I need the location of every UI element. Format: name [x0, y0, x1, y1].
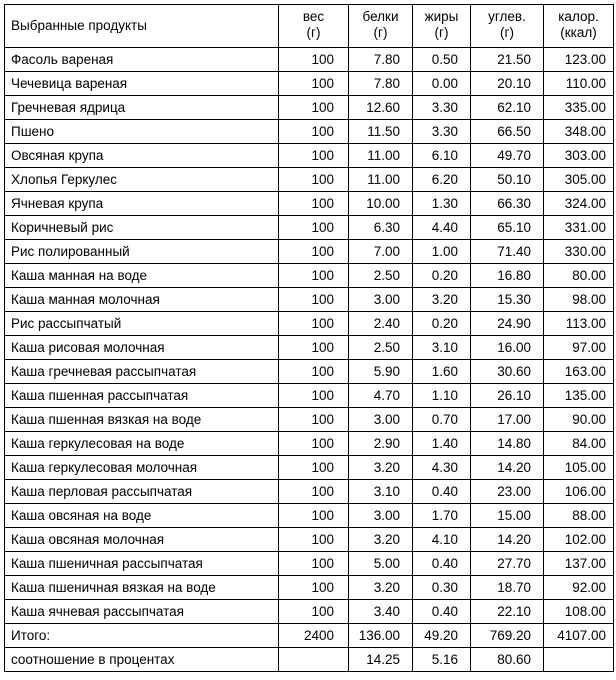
carbs-cell: 21.50	[471, 48, 544, 72]
carbs-cell: 23.00	[471, 480, 544, 504]
kcal-cell: 92.00	[544, 576, 614, 600]
table-row	[5, 600, 614, 624]
fat-cell: 0.70	[413, 408, 471, 432]
protein-cell: 4.70	[349, 384, 413, 408]
kcal-cell: 163.00	[544, 360, 614, 384]
carbs-cell: 71.40	[471, 240, 544, 264]
kcal-cell: 123.00	[544, 48, 614, 72]
carbs-cell: 50.10	[471, 168, 544, 192]
protein-cell: 3.20	[349, 576, 413, 600]
col-header-protein-unit: (г)	[373, 25, 388, 40]
col-header-weight-unit: (г)	[306, 25, 321, 40]
col-header-carbs-unit: (г)	[500, 25, 514, 40]
table-row	[5, 192, 614, 216]
weight-cell: 100	[279, 240, 349, 264]
col-header-name: Выбранные продукты	[5, 5, 279, 48]
fat-cell: 6.10	[413, 144, 471, 168]
carbs-cell: 17.00	[471, 408, 544, 432]
col-header-kcal	[544, 5, 614, 48]
kcal-cell: 84.00	[544, 432, 614, 456]
col-header-fat-label: жиры	[424, 9, 459, 24]
fat-cell: 0.40	[413, 600, 471, 624]
carbs-cell: 769.20	[471, 624, 544, 648]
protein-cell: 5.90	[349, 360, 413, 384]
product-name-cell: Рис рассыпчатый	[5, 312, 279, 336]
kcal-cell: 303.00	[544, 144, 614, 168]
weight-cell: 100	[279, 144, 349, 168]
weight-cell	[279, 648, 349, 672]
table-row	[5, 480, 614, 504]
table-row	[5, 432, 614, 456]
kcal-cell: 137.00	[544, 552, 614, 576]
protein-cell: 11.00	[349, 144, 413, 168]
col-header-weight	[279, 5, 349, 48]
nutrition-table	[4, 4, 614, 672]
table-row	[5, 216, 614, 240]
kcal-cell: 331.00	[544, 216, 614, 240]
col-header-protein	[349, 5, 413, 48]
table-row	[5, 360, 614, 384]
weight-cell: 100	[279, 504, 349, 528]
protein-cell: 3.00	[349, 288, 413, 312]
protein-cell: 2.50	[349, 264, 413, 288]
table-row	[5, 456, 614, 480]
weight-cell: 100	[279, 432, 349, 456]
table-row	[5, 144, 614, 168]
product-name-cell: Каша пшеничная рассыпчатая	[5, 552, 279, 576]
fat-cell: 4.10	[413, 528, 471, 552]
fat-cell: 0.40	[413, 480, 471, 504]
carbs-cell: 14.80	[471, 432, 544, 456]
protein-cell: 3.10	[349, 480, 413, 504]
weight-cell: 100	[279, 120, 349, 144]
col-header-carbs	[471, 5, 544, 48]
table-row	[5, 552, 614, 576]
product-name-cell: Пшено	[5, 120, 279, 144]
fat-cell: 1.30	[413, 192, 471, 216]
product-name-cell: Каша перловая рассыпчатая	[5, 480, 279, 504]
product-name-cell: Коричневый рис	[5, 216, 279, 240]
weight-cell: 2400	[279, 624, 349, 648]
kcal-cell: 113.00	[544, 312, 614, 336]
product-name-cell: Чечевица вареная	[5, 72, 279, 96]
fat-cell: 0.30	[413, 576, 471, 600]
kcal-cell: 135.00	[544, 384, 614, 408]
product-name-cell: Каша пшенная вязкая на воде	[5, 408, 279, 432]
protein-cell: 5.00	[349, 552, 413, 576]
protein-cell: 6.30	[349, 216, 413, 240]
protein-cell: 10.00	[349, 192, 413, 216]
weight-cell: 100	[279, 576, 349, 600]
kcal-cell: 324.00	[544, 192, 614, 216]
carbs-cell: 26.10	[471, 384, 544, 408]
kcal-cell: 305.00	[544, 168, 614, 192]
fat-cell: 0.20	[413, 312, 471, 336]
fat-cell: 3.10	[413, 336, 471, 360]
carbs-cell: 27.70	[471, 552, 544, 576]
carbs-cell: 20.10	[471, 72, 544, 96]
product-name-cell: Ячневая крупа	[5, 192, 279, 216]
product-name-cell: Каша геркулесовая на воде	[5, 432, 279, 456]
protein-cell: 7.00	[349, 240, 413, 264]
weight-cell: 100	[279, 168, 349, 192]
product-name-cell: Рис полированный	[5, 240, 279, 264]
product-name-cell: Каша манная на воде	[5, 264, 279, 288]
table-row	[5, 264, 614, 288]
kcal-cell	[544, 648, 614, 672]
weight-cell: 100	[279, 384, 349, 408]
fat-cell: 49.20	[413, 624, 471, 648]
fat-cell: 1.70	[413, 504, 471, 528]
fat-cell: 3.20	[413, 288, 471, 312]
product-name-cell: Хлопья Геркулес	[5, 168, 279, 192]
fat-cell: 1.10	[413, 384, 471, 408]
protein-cell: 3.00	[349, 408, 413, 432]
total-row	[5, 624, 614, 648]
table-row	[5, 168, 614, 192]
col-header-weight-label: вес	[302, 9, 325, 24]
header-row	[5, 5, 614, 48]
table-row	[5, 240, 614, 264]
protein-cell: 2.90	[349, 432, 413, 456]
protein-cell: 11.00	[349, 168, 413, 192]
fat-cell: 3.30	[413, 96, 471, 120]
kcal-cell: 90.00	[544, 408, 614, 432]
kcal-cell: 97.00	[544, 336, 614, 360]
carbs-cell: 66.30	[471, 192, 544, 216]
kcal-cell: 4107.00	[544, 624, 614, 648]
fat-cell: 0.50	[413, 48, 471, 72]
weight-cell: 100	[279, 336, 349, 360]
col-header-kcal-label: калор.	[558, 9, 599, 24]
weight-cell: 100	[279, 216, 349, 240]
kcal-cell: 105.00	[544, 456, 614, 480]
carbs-cell: 18.70	[471, 576, 544, 600]
product-name-cell: Гречневая ядрица	[5, 96, 279, 120]
product-name-cell: Итого:	[5, 624, 279, 648]
col-header-fat	[413, 5, 471, 48]
protein-cell: 12.60	[349, 96, 413, 120]
table-row	[5, 336, 614, 360]
protein-cell: 11.50	[349, 120, 413, 144]
protein-cell: 7.80	[349, 48, 413, 72]
protein-cell: 3.40	[349, 600, 413, 624]
protein-cell: 2.50	[349, 336, 413, 360]
carbs-cell: 15.00	[471, 504, 544, 528]
table-row	[5, 528, 614, 552]
table-row	[5, 504, 614, 528]
table-row	[5, 48, 614, 72]
kcal-cell: 330.00	[544, 240, 614, 264]
col-header-fat-unit: (г)	[434, 25, 449, 40]
kcal-cell: 98.00	[544, 288, 614, 312]
protein-cell: 7.80	[349, 72, 413, 96]
weight-cell: 100	[279, 456, 349, 480]
weight-cell: 100	[279, 48, 349, 72]
fat-cell: 1.40	[413, 432, 471, 456]
kcal-cell: 108.00	[544, 600, 614, 624]
product-name-cell: Каша овсяная молочная	[5, 528, 279, 552]
protein-cell: 3.20	[349, 528, 413, 552]
carbs-cell: 16.00	[471, 336, 544, 360]
table-row	[5, 288, 614, 312]
fat-cell: 0.40	[413, 552, 471, 576]
product-name-cell: Каша ячневая рассыпчатая	[5, 600, 279, 624]
weight-cell: 100	[279, 408, 349, 432]
table-row	[5, 576, 614, 600]
table-row	[5, 72, 614, 96]
kcal-cell: 88.00	[544, 504, 614, 528]
product-name-cell: Каша геркулесовая молочная	[5, 456, 279, 480]
weight-cell: 100	[279, 528, 349, 552]
fat-cell: 0.00	[413, 72, 471, 96]
fat-cell: 0.20	[413, 264, 471, 288]
protein-cell: 14.25	[349, 648, 413, 672]
fat-cell: 6.20	[413, 168, 471, 192]
kcal-cell: 335.00	[544, 96, 614, 120]
carbs-cell: 15.30	[471, 288, 544, 312]
product-name-cell: Фасоль вареная	[5, 48, 279, 72]
product-name-cell: Каша гречневая рассыпчатая	[5, 360, 279, 384]
fat-cell: 4.30	[413, 456, 471, 480]
weight-cell: 100	[279, 72, 349, 96]
protein-cell: 3.00	[349, 504, 413, 528]
kcal-cell: 110.00	[544, 72, 614, 96]
weight-cell: 100	[279, 192, 349, 216]
weight-cell: 100	[279, 600, 349, 624]
table-body	[5, 48, 614, 672]
weight-cell: 100	[279, 552, 349, 576]
carbs-cell: 49.70	[471, 144, 544, 168]
carbs-cell: 66.50	[471, 120, 544, 144]
carbs-cell: 24.90	[471, 312, 544, 336]
product-name-cell: Каша рисовая молочная	[5, 336, 279, 360]
carbs-cell: 14.20	[471, 456, 544, 480]
protein-cell: 3.20	[349, 456, 413, 480]
carbs-cell: 14.20	[471, 528, 544, 552]
carbs-cell: 65.10	[471, 216, 544, 240]
kcal-cell: 348.00	[544, 120, 614, 144]
col-header-carbs-label: углев.	[488, 9, 526, 24]
product-name-cell: Каша пшенная рассыпчатая	[5, 384, 279, 408]
ratio-row	[5, 648, 614, 672]
fat-cell: 3.30	[413, 120, 471, 144]
table-row	[5, 96, 614, 120]
col-header-kcal-unit: (ккал)	[560, 25, 597, 40]
carbs-cell: 80.60	[471, 648, 544, 672]
fat-cell: 5.16	[413, 648, 471, 672]
weight-cell: 100	[279, 312, 349, 336]
kcal-cell: 106.00	[544, 480, 614, 504]
weight-cell: 100	[279, 360, 349, 384]
carbs-cell: 30.60	[471, 360, 544, 384]
product-name-cell: Овсяная крупа	[5, 144, 279, 168]
weight-cell: 100	[279, 264, 349, 288]
protein-cell: 136.00	[349, 624, 413, 648]
table-row	[5, 384, 614, 408]
weight-cell: 100	[279, 288, 349, 312]
protein-cell: 2.40	[349, 312, 413, 336]
carbs-cell: 22.10	[471, 600, 544, 624]
product-name-cell: соотношение в процентах	[5, 648, 279, 672]
fat-cell: 1.00	[413, 240, 471, 264]
product-name-cell: Каша пшеничная вязкая на воде	[5, 576, 279, 600]
fat-cell: 4.40	[413, 216, 471, 240]
table-row	[5, 408, 614, 432]
carbs-cell: 62.10	[471, 96, 544, 120]
product-name-cell: Каша овсяная на воде	[5, 504, 279, 528]
table-row	[5, 120, 614, 144]
weight-cell: 100	[279, 96, 349, 120]
carbs-cell: 16.80	[471, 264, 544, 288]
kcal-cell: 80.00	[544, 264, 614, 288]
col-header-protein-label: белки	[362, 9, 399, 24]
table-row	[5, 312, 614, 336]
kcal-cell: 102.00	[544, 528, 614, 552]
product-name-cell: Каша манная молочная	[5, 288, 279, 312]
fat-cell: 1.60	[413, 360, 471, 384]
weight-cell: 100	[279, 480, 349, 504]
